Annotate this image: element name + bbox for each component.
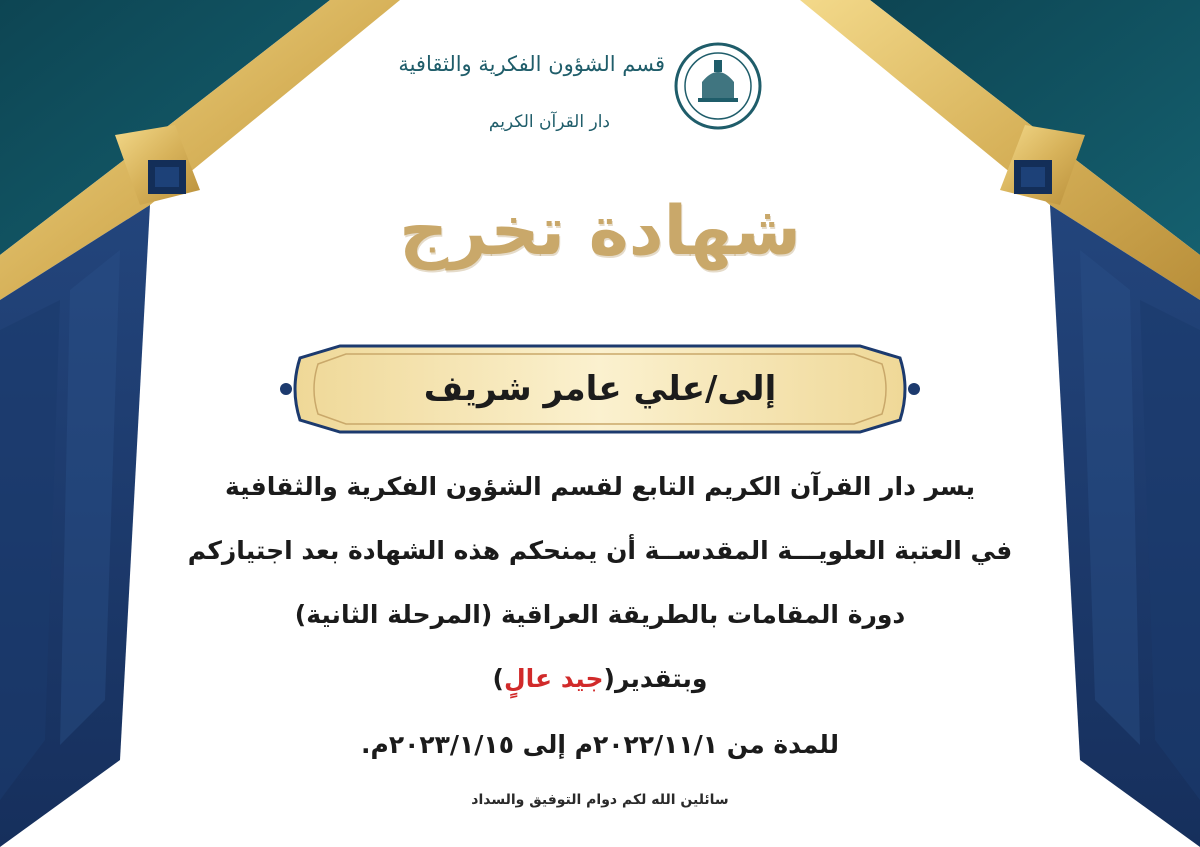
certificate-title: شهادة تخرج [399, 192, 801, 271]
body-line-1: يسر دار القرآن الكريم التابع لقسم الشؤون الفكرية والثقافية [224, 472, 976, 501]
period-line: للمدة من ٢٠٢٢/١١/١م إلى ٢٠٢٣/١/١٥م. [361, 730, 839, 759]
department-name: قسم الشؤون الفكرية والثقافية [398, 52, 665, 76]
grade-prefix: وبتقدير [614, 664, 708, 693]
grade-line [0, 664, 1200, 693]
grade-value: جيد عالٍ [503, 664, 604, 693]
recipient-name: إلى/علي عامر شريف [423, 369, 777, 409]
grade-close-paren: ) [492, 664, 504, 693]
grade-open-paren: ( [603, 664, 615, 693]
body-line-3: دورة المقامات بالطريقة العراقية (المرحلة الثانية) [294, 600, 906, 629]
closing-line: سائلين الله لكم دوام التوفيق والسداد [471, 792, 729, 808]
house-name: دار القرآن الكريم [488, 112, 610, 132]
body-line-2: في العتبة العلويـــة المقدســة أن يمنحكم هذه الشهادة بعد اجتيازكم [187, 536, 1013, 565]
alawi-shrine-seal-icon [672, 40, 764, 132]
